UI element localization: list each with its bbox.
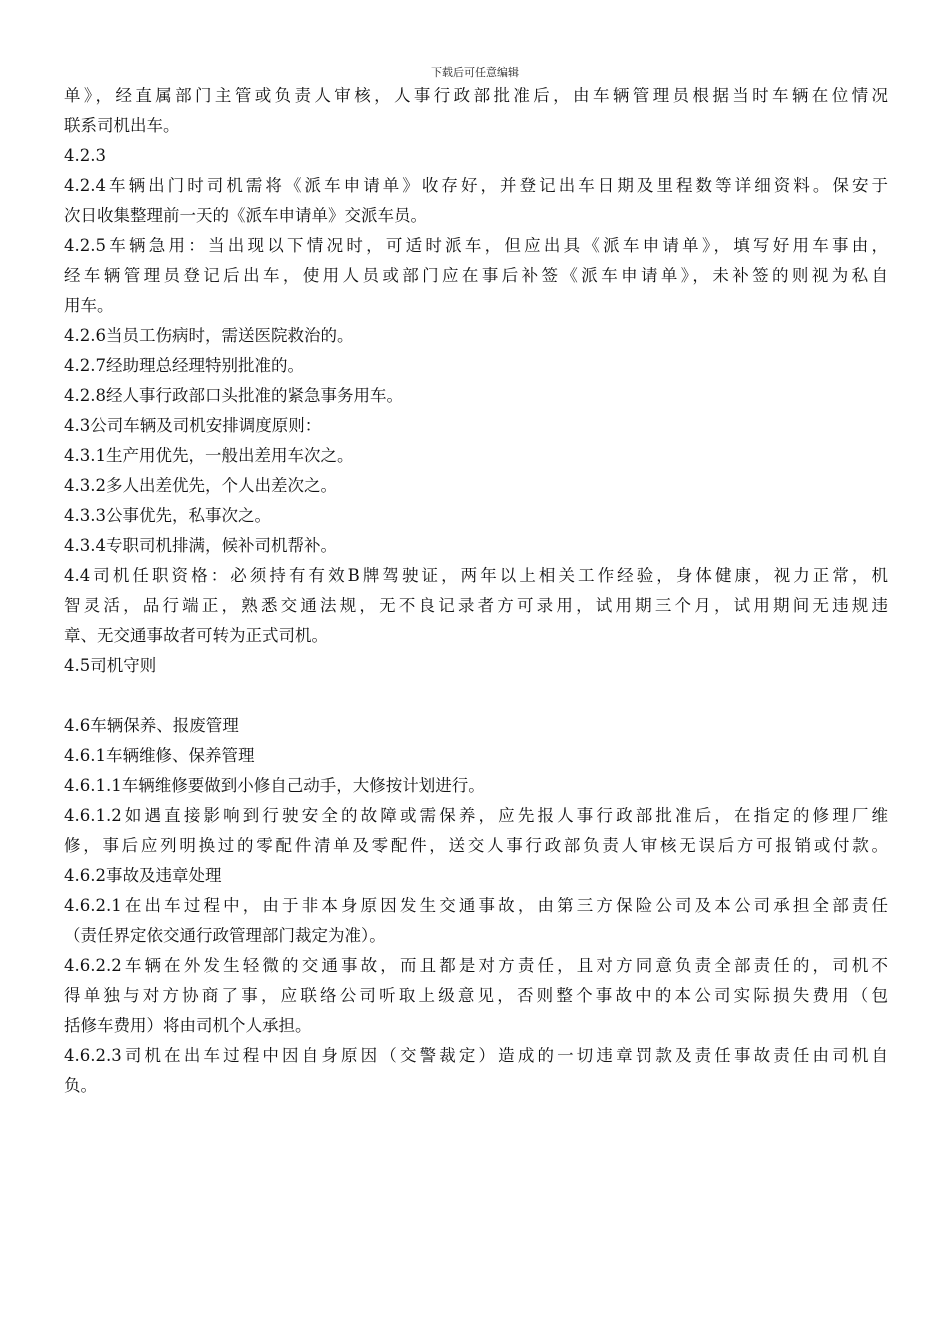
- text-line: 4.4司机任职资格：必须持有有效B牌驾驶证，两年以上相关工作经验，身体健康，视力正常，机: [64, 566, 888, 585]
- text-line: 经车辆管理员登记后出车，使用人员或部门应在事后补签《派车申请单》，未补签的则视为私自: [64, 266, 888, 285]
- text-line: 次日收集整理前一天的《派车申请单》交派车员。: [64, 206, 427, 225]
- text-line: 4.2.3: [64, 146, 106, 165]
- text-line: 4.2.7经助理总经理特别批准的。: [64, 356, 304, 375]
- text-line: 4.2.5车辆急用：当出现以下情况时，可适时派车，但应出具《派车申请单》，填写好用车事由，: [64, 236, 888, 255]
- text-line: 4.2.4车辆出门时司机需将《派车申请单》收存好，并登记出车日期及里程数等详细资料。保安于: [64, 176, 888, 195]
- blank-line: [64, 681, 888, 711]
- text-line: 4.2.8经人事行政部口头批准的紧急事务用车。: [64, 386, 403, 405]
- text-line: 负。: [64, 1076, 97, 1095]
- text-line: 4.3.2多人出差优先，个人出差次之。: [64, 476, 337, 495]
- text-line: 4.5司机守则: [64, 656, 157, 675]
- text-line: 4.6.2.2车辆在外发生轻微的交通事故，而且都是对方责任，且对方同意负责全部责任的，司机不: [64, 956, 888, 975]
- text-line: 括修车费用）将由司机个人承担。: [64, 1016, 312, 1035]
- text-line: 4.3公司车辆及司机安排调度原则：: [64, 416, 322, 435]
- text-line: 4.3.3公事优先，私事次之。: [64, 506, 271, 525]
- document-body: [64, 81, 888, 1101]
- text-line: 智灵活，品行端正，熟悉交通法规，无不良记录者方可录用，试用期三个月，试用期间无违规违: [64, 596, 888, 615]
- text-line: 4.3.1生产用优先，一般出差用车次之。: [64, 446, 354, 465]
- text-line: 用车。: [64, 296, 114, 315]
- text-line: 4.6.1车辆维修、保养管理: [64, 746, 255, 765]
- text-line: 联系司机出车。: [64, 116, 180, 135]
- text-line: 4.6.2.3司机在出车过程中因自身原因（交警裁定）造成的一切违章罚款及责任事故责任由司机自: [64, 1046, 888, 1065]
- text-line: 4.2.6当员工伤病时，需送医院救治的。: [64, 326, 354, 345]
- text-line: 单》，经直属部门主管或负责人审核，人事行政部批准后，由车辆管理员根据当时车辆在位情况: [64, 86, 888, 105]
- text-line: 4.6车辆保养、报废管理: [64, 716, 239, 735]
- text-line: 4.6.1.2如遇直接影响到行驶安全的故障或需保养，应先报人事行政部批准后，在指定的修理厂维: [64, 806, 888, 825]
- text-line: 修，事后应列明换过的零配件清单及零配件，送交人事行政部负责人审核无误后方可报销或付款。: [64, 836, 888, 855]
- text-line: 得单独与对方协商了事，应联络公司听取上级意见，否则整个事故中的本公司实际损失费用（包: [64, 986, 888, 1005]
- text-line: 4.6.2.1在出车过程中，由于非本身原因发生交通事故，由第三方保险公司及本公司承担全部责任: [64, 896, 888, 915]
- page-header-note: 下载后可任意编辑: [431, 66, 519, 79]
- text-line: 4.6.1.1车辆维修要做到小修自己动手，大修按计划进行。: [64, 776, 485, 795]
- text-line: 4.3.4专职司机排满，候补司机帮补。: [64, 536, 337, 555]
- text-line: 4.6.2事故及违章处理: [64, 866, 222, 885]
- text-line: （责任界定依交通行政管理部门裁定为准）。: [64, 926, 386, 945]
- text-line: 章、无交通事故者可转为正式司机。: [64, 626, 328, 645]
